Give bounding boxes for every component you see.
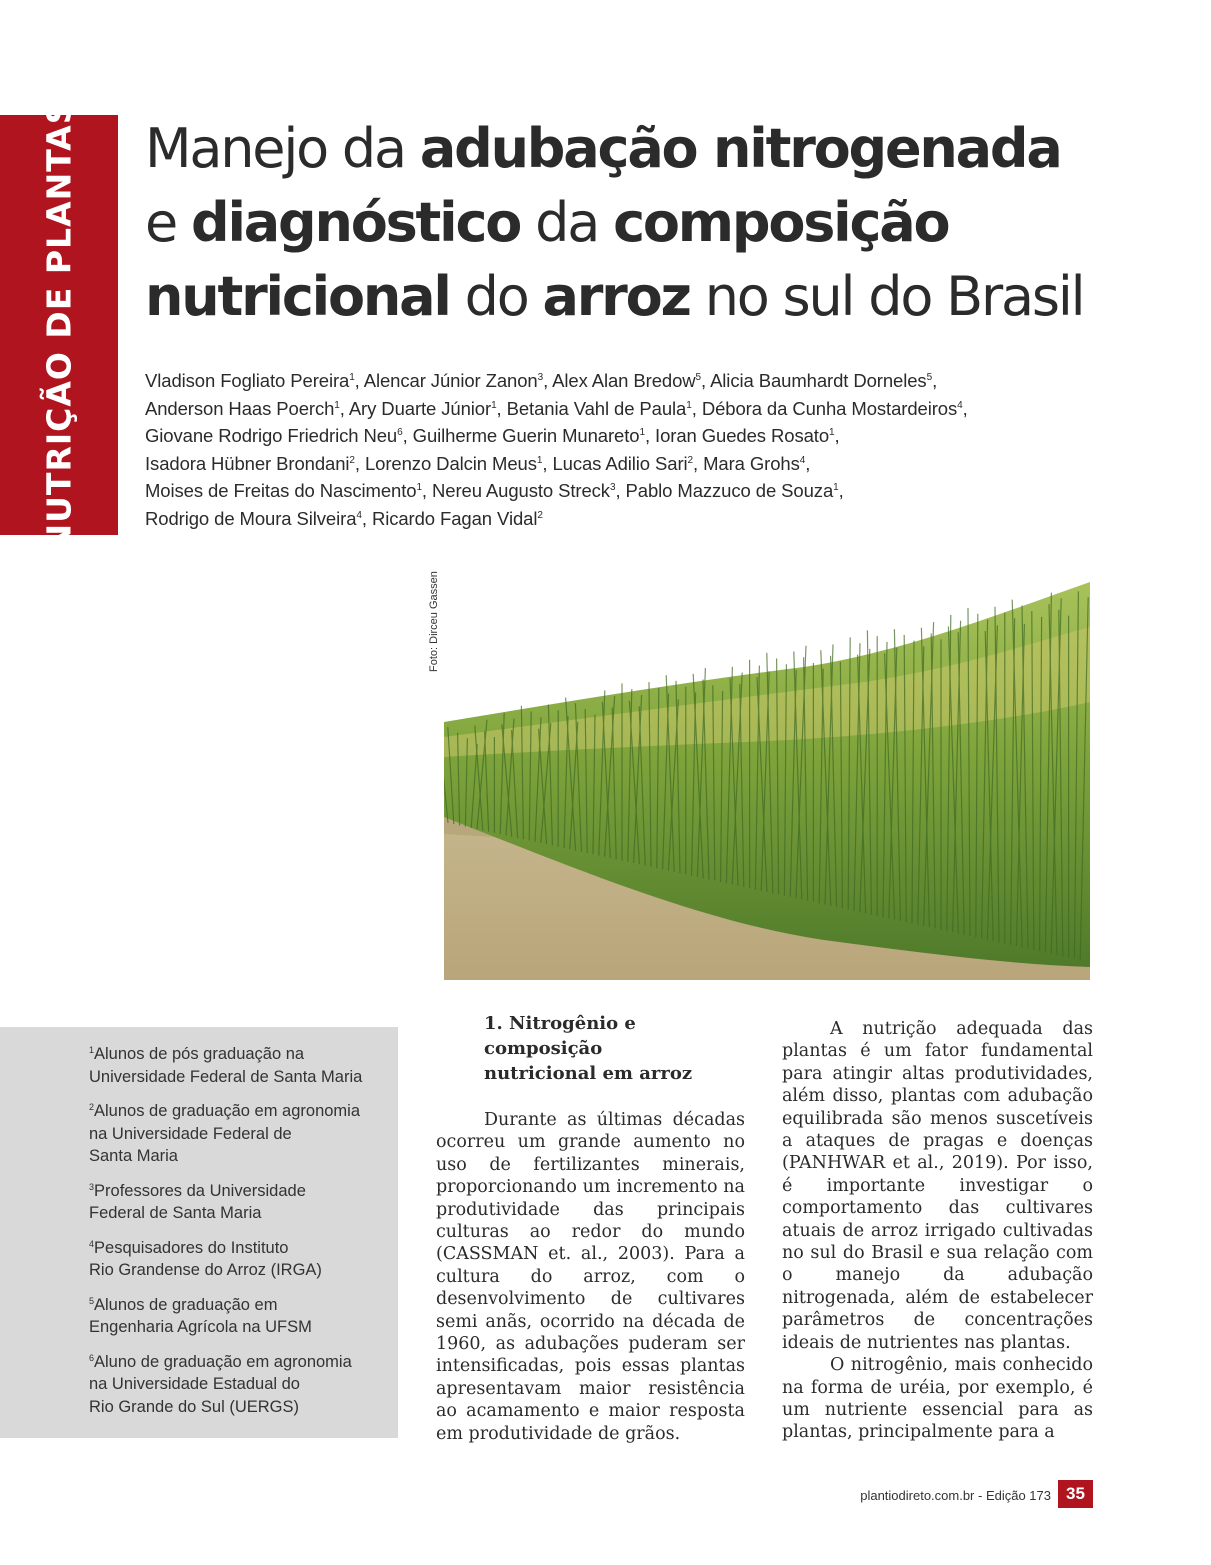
title-part: e <box>145 191 191 254</box>
author-sup: 2 <box>687 454 693 466</box>
author-sup: 6 <box>397 427 403 439</box>
author: Débora da Cunha Mostardeiros <box>701 397 958 419</box>
page-number: 35 <box>1058 1480 1093 1508</box>
author: Vladison Fogliato Pereira <box>145 370 350 391</box>
affiliation <box>89 1180 369 1225</box>
author-list: Vladison Fogliato Pereira$^1$, Alencar Júnior Zanon$^3$, Alex Alan Bredow$^5$, Alicia Baumhardt Dorneles$^5$, Anderson Haas Poerch$^1$, Ary Duarte Júnior$^1$, Betania Vahl de Paula$^1$, Débora da Cunha Mostardeiros$^4$, Giovane Rodrigo Friedrich Neu$^6$, Guilherme Guerin Munareto$^1$, Ioran Guedes Rosato$^1$, Isadora Hübner Brondani$^2$, Lorenzo Dalcin Meus$^1$, Lucas Adilio Sari$^2$, Mara Grohs$^4$, Moises de Freitas do Nascimento$^1$, Nereu Augusto Streck$^3$, Pablo Mazzuco de Souza$^1$, Rodrigo de Moura Silveira$^4$, Ricardo Fagan Vidal$^2$ <box>145 370 968 529</box>
author-sup: 1 <box>639 427 645 439</box>
footer-publication: plantiodireto.com.br - Edição 173 <box>860 1488 1051 1503</box>
body-paragraph: A nutrição adequada das plantas é um fator fundamental para atingir altas produtividades, além disso, plantas com adubação equilibrada são menos suscetíveis a ataques de pragas e doenças (PANHWAR et al., 2019). Por isso, é importante investigar o comportamento das cultivares atuais de arroz irrigado cultivadas no sul do Brasil e sua relação com o manejo da adubação nitrogenada, além de estabelecer parâmetros de concentrações ideais de nutrientes nas plantas. <box>782 1019 1093 1353</box>
affil-line: Santa Maria <box>89 1147 178 1165</box>
title-part: Manejo da <box>145 117 420 180</box>
body-paragraph: O nitrogênio, mais conhecido na forma de uréia, por exemplo, é um nutriente essencial para as plantas, principalmente para a <box>782 1355 1093 1443</box>
title-part: composição <box>613 191 949 254</box>
affil-line: Aluno de graduação em agronomia <box>94 1352 352 1371</box>
affiliation <box>89 1294 369 1339</box>
author-sup: 1 <box>416 482 422 494</box>
author: Ricardo Fagan Vidal <box>371 507 538 529</box>
affil-line: Pesquisadores do Instituto <box>94 1238 289 1257</box>
author: Guilherme Guerin Munareto <box>412 425 640 447</box>
author: Lucas Adilio Sari <box>552 452 688 474</box>
title-part: do <box>449 265 543 328</box>
author: Mara Grohs <box>703 452 800 474</box>
affil-line: Rio Grandense do Arroz (IRGA) <box>89 1261 322 1279</box>
photo-credit: Foto: Dirceu Gassen <box>428 571 440 672</box>
author-sup: 4 <box>799 454 806 466</box>
author: Moises de Freitas do Nascimento <box>145 480 417 502</box>
affil-sup: 4 <box>89 1238 95 1249</box>
affiliation <box>89 1351 369 1419</box>
title-part: adubação nitrogenada <box>419 117 1061 180</box>
affiliations-box <box>0 1027 398 1438</box>
affil-line: Alunos de pós graduação na <box>94 1045 305 1063</box>
heading-line: composição <box>484 1038 603 1059</box>
affil-sup: 5 <box>89 1295 95 1306</box>
title-part: diagnóstico <box>191 191 521 254</box>
author-sup: 1 <box>833 482 839 494</box>
author: Lorenzo Dalcin Meus <box>364 452 537 474</box>
author-sup: 1 <box>536 454 543 466</box>
author-sup: 1 <box>349 372 355 383</box>
rice-field-illustration <box>444 572 1090 980</box>
author-sup: 2 <box>537 509 543 521</box>
rice-field-photo <box>444 572 1090 980</box>
affil-line: Professores da Universidade <box>94 1181 306 1200</box>
body-column-1 <box>436 1011 745 1445</box>
affil-sup: 3 <box>89 1181 95 1192</box>
affil-line: na Universidade Estadual do <box>89 1375 300 1393</box>
section-tab-label: NUTRIÇÃO DE PLANTAS <box>39 99 79 551</box>
affil-sup: 6 <box>89 1352 95 1363</box>
section-tab <box>0 99 118 551</box>
author: Nereu Augusto Streck <box>432 480 610 502</box>
author-sup: 4 <box>356 509 362 521</box>
heading-line: 1. Nitrogênio e <box>484 1013 636 1034</box>
body-paragraph: Durante as últimas décadas ocorreu um grande aumento no uso de fertilizantes minerais, proporcionando um incremento na produtividade das principais culturas ao redor do mundo (CASSMAN et. al., 2003). Para a cultura do arroz, com o desenvolvimento de cultivares semi anãs, ocorrido na década de 1960, as adubações puderam ser intensificadas, pois essas plantas apresentavam maior resistência ao acamamento e maior resposta em produtividade de grãos. <box>436 1110 745 1444</box>
author: Ary Duarte Júnior <box>348 397 492 419</box>
author: Alencar Júnior Zanon <box>363 370 538 391</box>
affil-line: Alunos de graduação em agronomia <box>94 1102 361 1120</box>
body-column-2 <box>782 1018 1093 1444</box>
section-heading <box>436 1011 745 1086</box>
affiliation <box>89 1237 369 1282</box>
affil-line: Engenharia Agrícola na UFSM <box>89 1318 312 1336</box>
affil-line: Universidade Federal de Santa Maria <box>89 1067 363 1086</box>
title-part: nutricional <box>145 265 450 328</box>
affil-line: Alunos de graduação em <box>94 1295 278 1314</box>
author-sup: 1 <box>334 399 340 411</box>
author: Rodrigo de Moura Silveira <box>145 507 357 529</box>
author: Alex Alan Bredow <box>552 370 696 391</box>
title-part: arroz <box>542 265 690 328</box>
author-sup: 1 <box>829 427 835 439</box>
author-sup: 2 <box>349 454 355 466</box>
author-sup: 3 <box>609 482 616 494</box>
author-sup: 3 <box>537 372 544 383</box>
title-part: no sul do Brasil <box>689 265 1084 328</box>
author: Isadora Hübner Brondani <box>145 452 350 474</box>
affil-line: na Universidade Federal de <box>89 1124 292 1143</box>
author: Giovane Rodrigo Friedrich Neu <box>145 425 398 447</box>
article-title <box>145 112 1145 334</box>
affil-sup: 2 <box>89 1102 95 1112</box>
author: Ioran Guedes Rosato <box>655 425 830 447</box>
author-sup: 5 <box>695 372 701 383</box>
author-sup: 4 <box>957 399 963 411</box>
affil-sup: 1 <box>89 1045 95 1055</box>
affiliation <box>89 1100 369 1168</box>
affil-line: Federal de Santa Maria <box>89 1204 262 1222</box>
title-part: da <box>520 191 614 254</box>
author: Anderson Haas Poerch <box>145 397 335 419</box>
affil-line: Rio Grande do Sul (UERGS) <box>89 1397 299 1416</box>
author: Alicia Baumhardt Dorneles <box>710 370 927 391</box>
author-sup: 5 <box>926 372 933 383</box>
affiliation <box>89 1043 369 1088</box>
author-sup: 1 <box>491 399 497 411</box>
heading-line: nutricional em arroz <box>484 1063 693 1084</box>
author: Betania Vahl de Paula <box>506 397 687 419</box>
author: Pablo Mazzuco de Souza <box>625 480 834 502</box>
author-sup: 1 <box>686 399 692 411</box>
